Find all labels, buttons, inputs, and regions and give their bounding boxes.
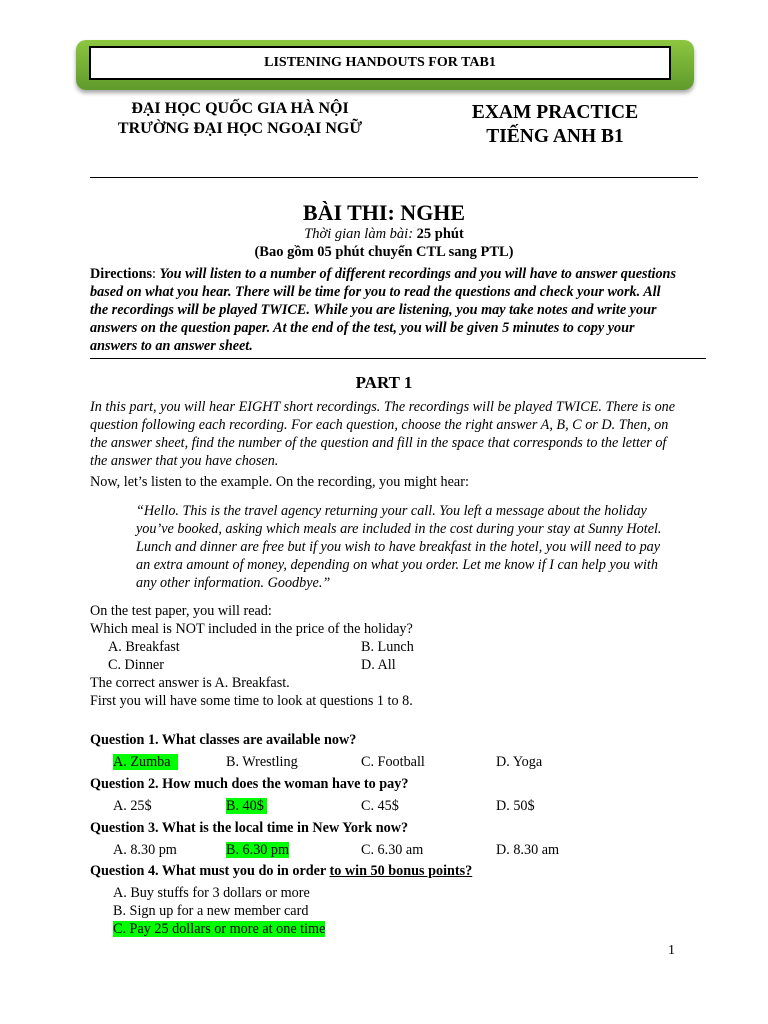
banner-title: LISTENING HANDOUTS FOR TAB1 [89,46,671,80]
question-4-underlined: to win 50 bonus points? [329,863,473,879]
selected-answer: B. 6.30 pm [226,842,290,858]
part-title: PART 1 [355,373,413,392]
divider [90,358,706,359]
directions-text: You will listen to a number of different recordings and you will have to answer questions based on what you hear. There will be time for you to read the questions and check your work. All the recordings will be played TWICE. While you are listening, you may take notes and write your answers on the question paper. At the end of the test, you will be given 5 minutes to copy your answers to an answer sheet. [90,266,676,354]
page-title: BÀI THI: NGHE [302,200,466,225]
divider [90,177,698,178]
example-option: B. Lunch [361,639,414,655]
page-number: 1 [668,943,675,958]
answer-option[interactable] [113,754,178,771]
time-label: Thời gian làm bài: [304,226,414,242]
directions: Directions: You will listen to a number of different recordings and you will have to answer questions based on what you hear. There will be time for you to read the questions and check your work. All the recordings will be played TWICE. While you are listening, you may take notes and write your answers on the question paper. At the end of the test, you will be given 5 minutes to copy your answers to an answer sheet. [90,266,676,354]
answer-option[interactable]: D. Yoga [496,754,543,770]
answer-option[interactable] [226,798,267,815]
question-2: Question 2. How much does the woman have to pay? [90,776,409,792]
answer-option[interactable]: A. 25$ [113,798,152,814]
correct-answer-line: The correct answer is A. Breakfast. [90,675,290,691]
answer-option[interactable]: B. Sign up for a new member card [113,903,309,919]
answer-option[interactable]: B. Wrestling [226,754,298,770]
answer-option[interactable] [226,842,289,859]
question-3: Question 3. What is the local time in New York now? [90,820,409,836]
subtitle: (Bao gồm 05 phút chuyển CTL sang PTL) [254,244,514,260]
selected-answer: A. Zumba [113,754,171,770]
answer-option[interactable]: C. Football [361,754,425,770]
example-option: D. All [361,657,396,673]
directions-label: Directions [90,266,152,282]
banner [76,40,694,90]
part-intro: In this part, you will hear EIGHT short recordings. The recordings will be played TWICE. There is one question following each recording. For each question, choose the right answer A, B, C or D. Then, on the answer sheet, find the number of the question and fill in the space that corresponds to the letter of the answer that you have chosen. [90,399,676,469]
time-line [90,226,678,243]
answer-option[interactable] [113,921,325,938]
university-header [90,99,390,139]
answer-option[interactable]: A. Buy stuffs for 3 dollars or more [113,885,310,901]
example-quote: “Hello. This is the travel agency returning your call. You left a message about the holiday you’ve booked, asking which meals are included in the cost during your stay at Sunny Hotel. Lunch and dinner are free but if you wish to have breakfast in the hotel, you will need to pay an extra amount of money, depending on what you order. Let me know if I can help you with any other information. Goodbye.” [136,503,662,591]
instruction-line: First you will have some time to look at questions 1 to 8. [90,693,413,709]
exam-header [420,101,690,149]
question-4 [90,863,472,880]
answer-option[interactable]: C. 6.30 am [361,842,424,858]
answer-option[interactable]: D. 50$ [496,798,535,814]
university-name: ĐẠI HỌC QUỐC GIA HÀ NỘI [131,100,349,117]
selected-answer: B. 40$ [226,798,264,814]
example-option: A. Breakfast [108,639,180,655]
example-intro: Now, let’s listen to the example. On the recording, you might hear: [90,474,469,490]
answer-option[interactable]: C. 45$ [361,798,399,814]
answer-option[interactable]: A. 8.30 pm [113,842,177,858]
school-name: TRƯỜNG ĐẠI HỌC NGOẠI NGỮ [117,120,363,137]
exam-practice-label: EXAM PRACTICE [471,102,639,123]
test-paper-line: On the test paper, you will read: [90,603,272,619]
exam-level-label: TIẾNG ANH B1 [486,126,624,147]
question-4-text: Question 4. What must you do in order [90,863,330,879]
time-value: 25 phút [416,226,464,242]
selected-answer: C. Pay 25 dollars or more at one time [113,921,326,937]
example-question: Which meal is NOT included in the price of the holiday? [90,621,413,637]
answer-option[interactable]: D. 8.30 am [496,842,560,858]
example-option: C. Dinner [108,657,164,673]
question-1: Question 1. What classes are available now? [90,732,357,748]
